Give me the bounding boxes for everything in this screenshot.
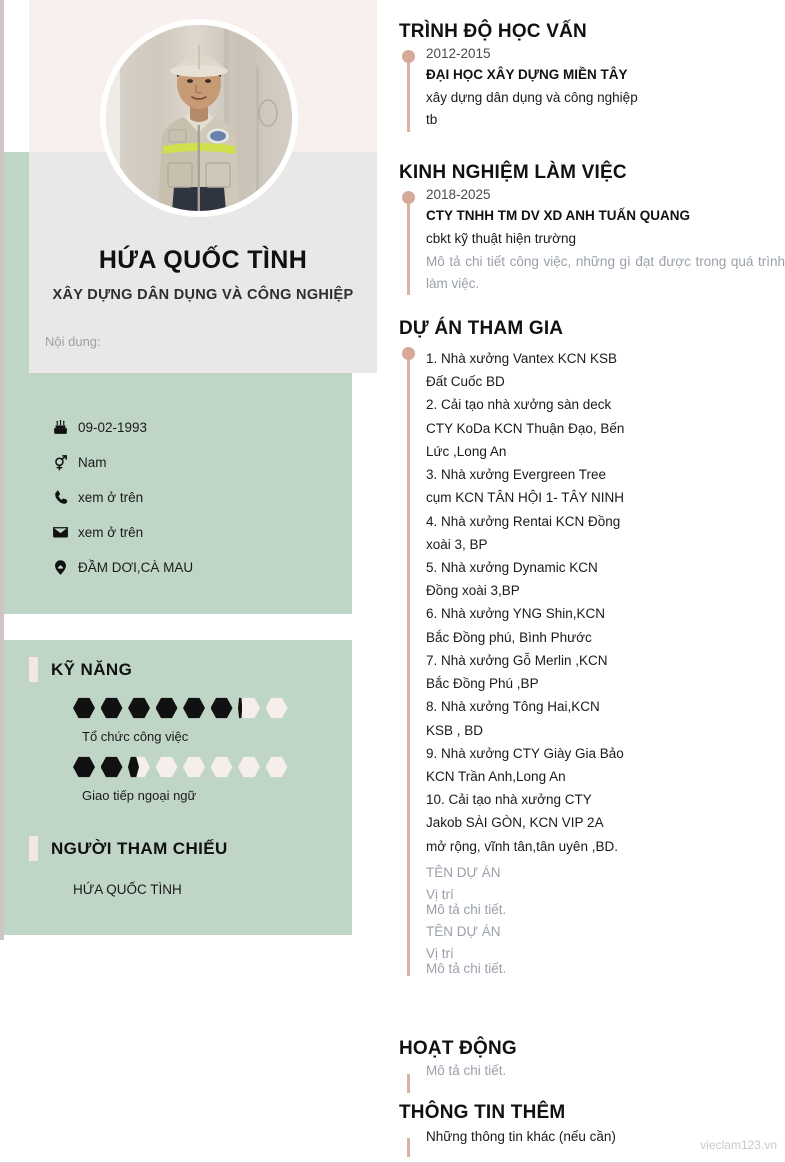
contact-item-location (52, 550, 352, 585)
additional-title: THÔNG TIN THÊM (399, 1102, 566, 1123)
gender-icon (52, 454, 78, 471)
skill-hexagon (266, 756, 288, 778)
projects-lines (426, 347, 785, 858)
project-line: 5. Nhà xưởng Dynamic KCN (426, 559, 598, 575)
contact-value-phone: xem ở trên (78, 489, 144, 505)
projects-placeholders (426, 865, 785, 976)
project-line: CTY KoDa KCN Thuận Đạo, Bến (426, 420, 625, 436)
education-title: TRÌNH ĐỘ HỌC VẤN (399, 21, 587, 42)
education-section (399, 21, 785, 132)
project-placeholder (426, 924, 785, 976)
contact-item-birthday (52, 410, 352, 445)
project-line: Bắc Đồng phú, Bình Phước (426, 629, 592, 645)
left-column (0, 0, 390, 1163)
location-pin-icon (52, 559, 78, 576)
project-line: KSB , BD (426, 722, 484, 738)
contact-list (52, 410, 352, 585)
experience-position: cbkt kỹ thuật hiện trường (426, 231, 576, 246)
projects-title: DỰ ÁN THAM GIA (399, 318, 564, 339)
activities-title: HOẠT ĐỘNG (399, 1038, 517, 1059)
project-line: Đất Cuốc BD (426, 374, 505, 390)
experience-title: KINH NGHIỆM LÀM VIỆC (399, 162, 627, 183)
contact-item-email (52, 515, 352, 550)
email-icon (52, 524, 78, 541)
skill-hexagon (183, 697, 205, 719)
project-line: 2. Cải tạo nhà xưởng sàn deck (426, 397, 612, 413)
education-entry (399, 46, 785, 132)
project-placeholder-description: Mô tả chi tiết. (426, 960, 507, 976)
project-line: 3. Nhà xưởng Evergreen Tree (426, 467, 606, 483)
project-line: cụm KCN TÂN HỘI 1- TÂY NINH (426, 490, 625, 506)
experience-company: CTY TNHH TM DV XD ANH TUẤN QUANG (426, 208, 690, 223)
skill-rating-0 (73, 697, 343, 719)
skill-label: Giao tiếp ngoại ngữ (82, 788, 197, 803)
contact-item-phone (52, 480, 352, 515)
project-line: 4. Nhà xưởng Rentai KCN Đồng (426, 513, 621, 529)
projects-entry (399, 343, 785, 976)
project-line: Jakob SÀI GÒN, KCN VIP 2A (426, 815, 604, 831)
project-placeholder (426, 865, 785, 917)
project-line: mở rộng, vĩnh tân,tân uyên ,BD. (426, 838, 618, 854)
projects-section (399, 318, 785, 980)
skill-hexagon (101, 697, 123, 719)
project-line: Bắc Đồng Phú ,BP (426, 676, 539, 692)
skill-hexagon (266, 697, 288, 719)
skill-hexagon (211, 756, 233, 778)
project-line: 8. Nhà xưởng Tông Hai,KCN (426, 699, 600, 715)
birthday-cake-icon (52, 419, 78, 436)
skill-hexagon (238, 697, 260, 719)
skill-hexagon (156, 756, 178, 778)
project-line: 9. Nhà xưởng CTY Giày Gia Bảo (426, 745, 624, 761)
project-placeholder-name: TÊN DỰ ÁN (426, 864, 501, 880)
skills-heading (29, 657, 132, 682)
project-line: KCN Trần Anh,Long An (426, 768, 566, 784)
skill-hexagon (73, 756, 95, 778)
project-line: 7. Nhà xưởng Gỗ Merlin ,KCN (426, 652, 608, 668)
contact-value-birthday: 09-02-1993 (78, 419, 148, 435)
references-panel (4, 805, 352, 935)
skill-hexagon (156, 697, 178, 719)
skill-item (73, 697, 343, 744)
skills-title: KỸ NĂNG (51, 659, 133, 679)
project-line: Lức ,Long An (426, 443, 507, 459)
additional-description: Những thông tin khác (nếu cần) (426, 1129, 616, 1144)
pink-accent-bar (29, 836, 38, 861)
name-block (29, 245, 377, 306)
skill-item (73, 756, 343, 803)
references-heading (29, 836, 228, 861)
experience-description: Mô tả chi tiết công việc, những gì đạt được trong quá trình làm việc. (426, 254, 785, 292)
skill-hexagon (128, 756, 150, 778)
education-major: xây dựng dân dụng và công nghiệp (426, 90, 638, 105)
project-line: 6. Nhà xưởng YNG Shin,KCN (426, 606, 605, 622)
job-title: XÂY DỰNG DÂN DỤNG VÀ CÔNG NGHIỆP (52, 287, 354, 304)
pink-accent-bar (29, 657, 38, 682)
skill-rating-1 (73, 756, 343, 778)
activities-section (399, 1038, 785, 1093)
project-line: Đồng xoài 3,BP (426, 583, 520, 599)
contact-value-gender: Nam (78, 454, 107, 470)
reference-name: HỨA QUỐC TÌNH (73, 882, 182, 897)
skills-list (73, 697, 343, 815)
skill-hexagon (128, 697, 150, 719)
project-placeholder-position: Vị trí (426, 886, 454, 902)
portrait-photo (106, 25, 292, 211)
project-placeholder-name: TÊN DỰ ÁN (426, 923, 501, 939)
page-title: HỨA QUỐC TÌNH (98, 246, 308, 274)
watermark: vieclam123.vn (700, 1138, 777, 1152)
skill-hexagon (238, 756, 260, 778)
project-line: 10. Cải tạo nhà xưởng CTY (426, 792, 592, 808)
project-placeholder-description: Mô tả chi tiết. (426, 901, 507, 917)
skill-hexagon (73, 697, 95, 719)
avatar (106, 25, 292, 211)
activities-entry (399, 1063, 785, 1093)
contact-value-email: xem ở trên (78, 524, 144, 540)
activities-description: Mô tả chi tiết. (426, 1063, 507, 1078)
project-line: 1. Nhà xưởng Vantex KCN KSB (426, 351, 617, 366)
project-line: xoài 3, BP (426, 536, 488, 552)
experience-section (399, 162, 785, 295)
right-column (399, 0, 785, 1163)
education-note: tb (426, 112, 438, 128)
contact-item-gender (52, 445, 352, 480)
contact-value-location: ĐẦM DƠI,CÀ MAU (78, 559, 194, 575)
experience-date: 2018-2025 (426, 187, 491, 202)
skill-label: Tổ chức công việc (82, 729, 189, 744)
experience-entry (399, 187, 785, 295)
skill-hexagon (183, 756, 205, 778)
skill-hexagon (211, 697, 233, 719)
references-title: NGƯỜI THAM CHIẾU (51, 838, 228, 858)
content-placeholder-label: Nội dung: (45, 334, 101, 349)
education-school: ĐẠI HỌC XÂY DỰNG MIỀN TÂY (426, 67, 628, 82)
education-date: 2012-2015 (426, 46, 491, 61)
skill-hexagon (101, 756, 123, 778)
phone-icon (52, 489, 78, 506)
project-placeholder-position: Vị trí (426, 945, 454, 961)
